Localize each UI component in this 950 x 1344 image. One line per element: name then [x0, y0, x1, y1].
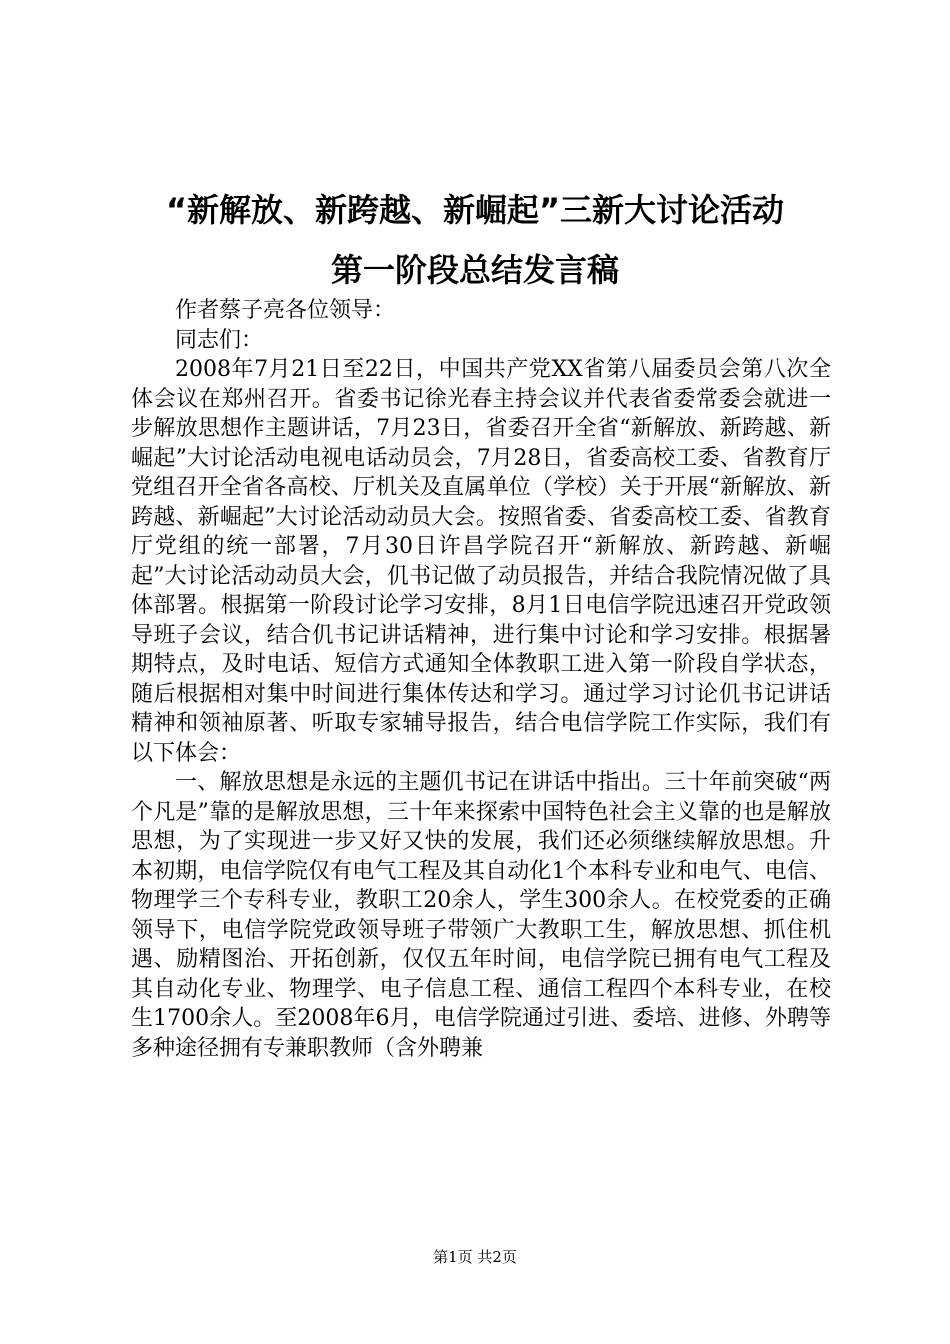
document-title-line-1: “新解放、新跨越、新崛起”三新大讨论活动 [165, 191, 785, 229]
author-greeting: 作者蔡子亮各位领导： [175, 298, 396, 323]
body-paragraph-intro: 2008年7月21日至22日，中国共产党XX省第八届委员会第八次全体会议在郑州召开。省委书记徐光春主持会议并代表省委常委会就进一步解放思想作主题讲话，7月23日，省委召开全省“新解放、新跨越、新崛起”大讨论活动电视电话动员会，7月28日，省委高校工委、省教育厅党组召开全省各高校、厅机关及直属单位（学校）关于开展“新解放、新跨越、新崛起”大讨论活动动员大会。按照省委、省委高校工委、省教育厅党组的统一部署，7月30日许昌学院召开“新解放、新跨越、新崛起”大讨论活动动员大会，仉书记做了动员报告，并结合我院情况做了具体部署。根据第一阶段讨论学习安排，8月1日电信学院迅速召开党政领导班子会议，结合仉书记讲话精神，进行集中讨论和学习安排。根据暑期特点，及时电话、短信方式通知全体教职工进入第一阶段自学状态，随后根据相对集中时间进行集体传达和学习。通过学习讨论仉书记讲话精神和领袖原著、听取专家辅导报告，结合电信学院工作实际，我们有以下体会： [131, 357, 831, 766]
document-body [131, 296, 831, 1063]
document-title-line-2: 第一阶段总结发言稿 [330, 251, 619, 289]
body-paragraph-section-1: 一、解放思想是永远的主题仉书记在讲话中指出。三十年前突破“两个凡是”靠的是解放思想，三十年来探索中国特色社会主义靠的也是解放思想，为了实现进一步又好又快的发展，我们还必须继续解放思想。升本初期，电信学院仅有电气工程及其自动化1个本科专业和电气、电信、物理学三个专科专业，教职工20余人，学生300余人。在校党委的正确领导下，电信学院党政领导班子带领广大教职工生，解放思想、抓住机遇、励精图治、开拓创新，仅仅五年时间，电信学院已拥有电气工程及其自动化专业、物理学、电子信息工程、通信工程四个本科专业，在校生1700余人。至2008年6月，电信学院通过引进、委培、进修、外聘等多种途径拥有专兼职教师（含外聘兼 [131, 770, 831, 1061]
salutation: 同志们： [175, 327, 264, 353]
page-footer: 第1页 共2页 [433, 1248, 517, 1266]
